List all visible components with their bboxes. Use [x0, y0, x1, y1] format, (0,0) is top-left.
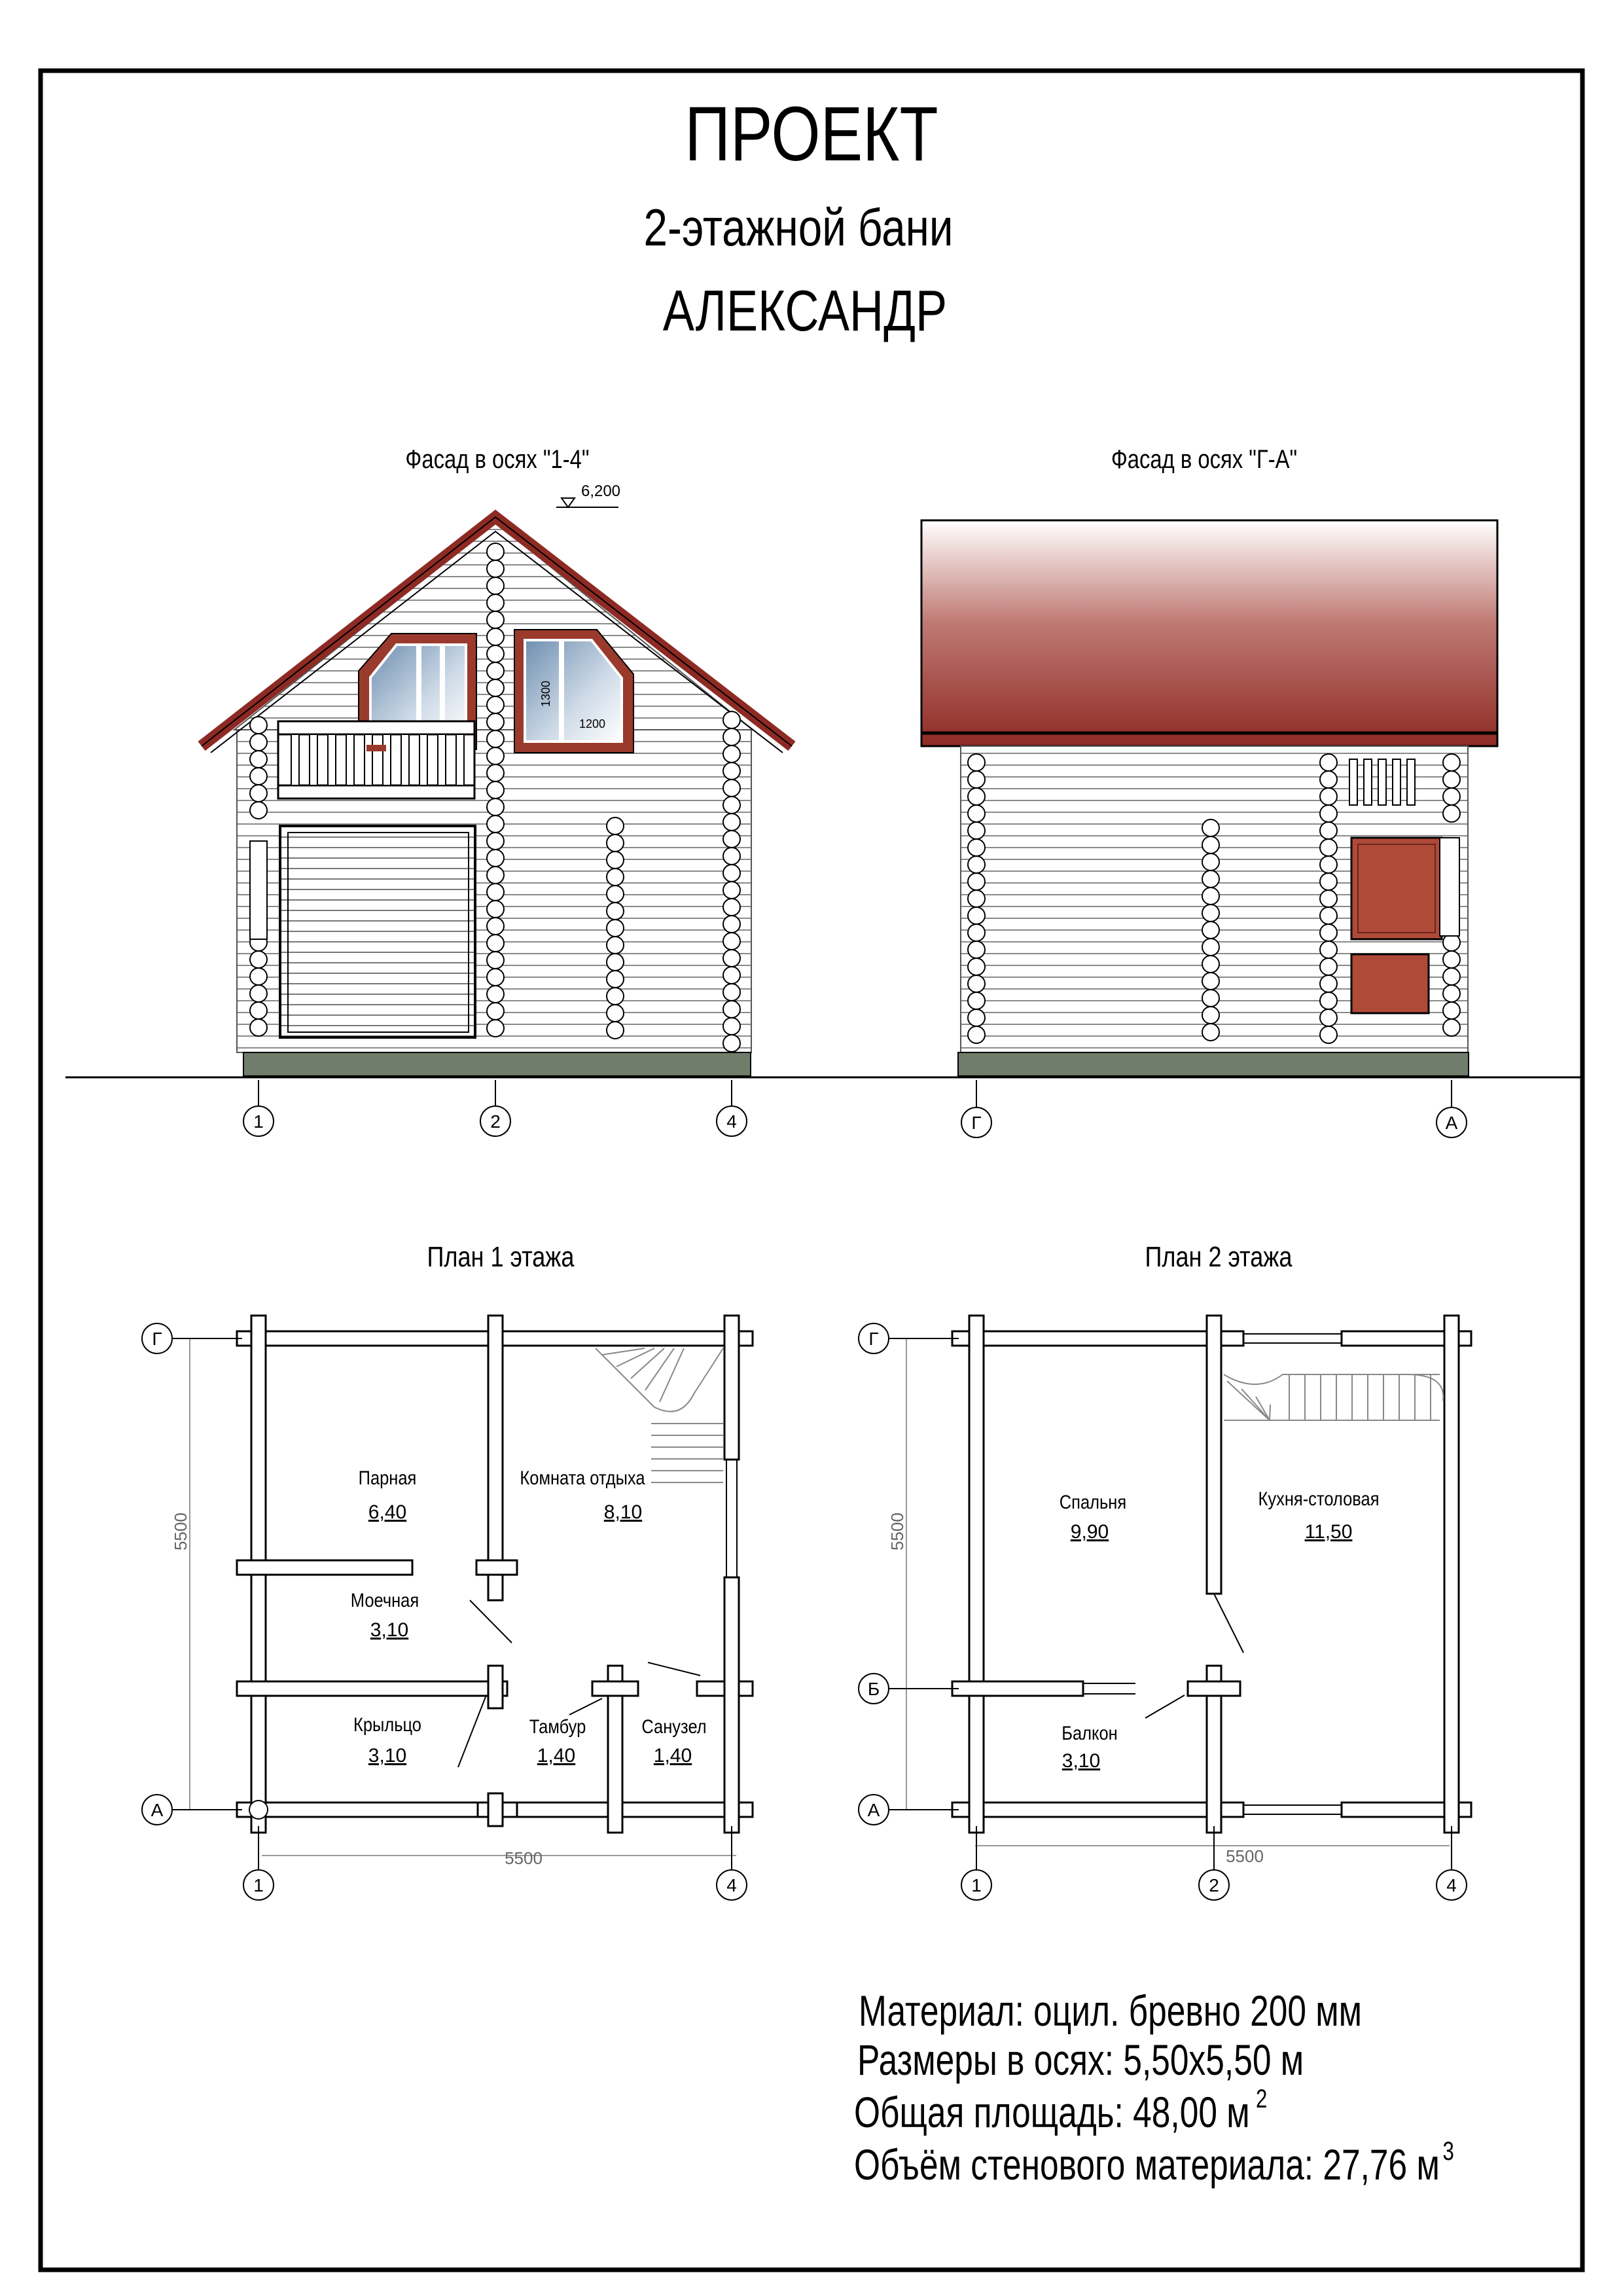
plan2-dim-horizontal: 5500	[1226, 1846, 1264, 1866]
log-end	[1202, 956, 1219, 973]
wall	[952, 1681, 1083, 1696]
svg-text:4: 4	[726, 1875, 737, 1895]
room-name: Санузел	[641, 1715, 707, 1738]
log-end	[487, 747, 504, 764]
log-end	[1320, 958, 1337, 975]
sheet-border	[41, 71, 1582, 2270]
log-end	[1202, 853, 1219, 870]
log-end	[607, 937, 624, 954]
log-end	[968, 992, 985, 1009]
wall	[1444, 1316, 1459, 1833]
log-end	[1443, 788, 1460, 805]
log-end	[968, 788, 985, 805]
wall	[237, 1560, 412, 1575]
log-end	[968, 839, 985, 856]
svg-text:Б: Б	[867, 1679, 880, 1699]
log-end	[723, 848, 740, 865]
wall	[237, 1681, 507, 1696]
svg-text:Г: Г	[152, 1329, 162, 1349]
axis-marker	[243, 1106, 274, 1136]
plan-floor-2	[887, 1241, 1471, 1866]
axis-marker	[717, 1106, 747, 1136]
log-end	[723, 1035, 740, 1052]
spec-volume: Объём стенового материала: 27,76 м $^3$	[854, 2136, 1454, 2189]
plan2-label: План 2 этажа	[1145, 1240, 1293, 1273]
axis-marker	[961, 1870, 991, 1900]
log-end	[968, 975, 985, 992]
room-name: Кухня-столовая	[1258, 1488, 1380, 1510]
log-end	[1320, 1009, 1337, 1026]
log-end	[1202, 973, 1219, 990]
facade-side-label: Фасад в осях "Г-А"	[1111, 444, 1298, 474]
log-end	[723, 882, 740, 899]
log-end	[1320, 805, 1337, 822]
log-end	[1202, 922, 1219, 939]
svg-text:2: 2	[1209, 1875, 1219, 1895]
log-end	[487, 952, 504, 969]
log-end	[487, 713, 504, 730]
log-end	[487, 1020, 504, 1037]
log-end	[1320, 907, 1337, 924]
log-end	[607, 834, 624, 852]
project-subtitle: 2-этажной бани	[643, 198, 954, 257]
baluster	[291, 734, 299, 785]
plan1-label: План 1 этажа	[427, 1240, 575, 1273]
log-end	[1443, 968, 1460, 985]
baluster	[328, 734, 336, 785]
log-end	[968, 924, 985, 941]
axis-marker	[717, 1870, 747, 1900]
log-end	[250, 751, 267, 768]
wall	[952, 1803, 1243, 1817]
log-end	[607, 1022, 624, 1039]
log-end	[487, 969, 504, 986]
log-end	[487, 867, 504, 884]
plan1-stairs	[596, 1348, 723, 1482]
baluster	[1378, 759, 1386, 805]
baluster	[1364, 759, 1372, 805]
room-name: Моечная	[350, 1589, 419, 1611]
log-end	[968, 941, 985, 958]
log-end	[250, 951, 267, 968]
log-end	[487, 935, 504, 952]
log-end	[723, 797, 740, 814]
log-end	[607, 1005, 624, 1022]
log-end	[723, 916, 740, 933]
wall	[724, 1577, 739, 1833]
log-end	[1320, 788, 1337, 805]
log-end	[1320, 924, 1337, 941]
log-end	[487, 560, 504, 577]
room-wash	[351, 1589, 419, 1641]
log-end	[723, 1018, 740, 1035]
facade-front-label: Фасад в осях "1-4"	[405, 444, 590, 474]
room-rest	[520, 1467, 645, 1523]
wall	[592, 1681, 638, 1696]
wall	[1188, 1681, 1240, 1696]
log-end	[250, 985, 267, 1002]
log-end	[1320, 890, 1337, 907]
log-end	[487, 816, 504, 833]
log-end	[607, 852, 624, 869]
window-height-label: 1300	[539, 680, 552, 708]
log-end	[968, 822, 985, 839]
log-end	[487, 850, 504, 867]
wall	[724, 1316, 739, 1460]
log-end	[1320, 754, 1337, 771]
log-end	[1320, 839, 1337, 856]
room-name: Комната отдыха	[520, 1467, 645, 1489]
log-end	[1202, 836, 1219, 853]
svg-text:1: 1	[253, 1875, 264, 1895]
log-end	[250, 1019, 267, 1036]
room-name: Парная	[358, 1467, 417, 1489]
log-end	[968, 856, 985, 873]
log-end	[250, 717, 267, 734]
facade-side	[921, 444, 1497, 1076]
log-end	[1443, 754, 1460, 771]
log-end	[723, 745, 740, 762]
log-end	[968, 771, 985, 788]
spec-dimensions: Размеры в осях: 5,50х5,50 м	[857, 2035, 1304, 2085]
log-end	[968, 754, 985, 771]
plan1-dim-vertical: 5500	[171, 1513, 190, 1551]
log-end	[723, 899, 740, 916]
baluster	[1407, 759, 1415, 805]
log-end	[1443, 951, 1460, 968]
log-end	[250, 785, 267, 802]
plan1-dim-horizontal: 5500	[505, 1848, 543, 1868]
log-end	[607, 971, 624, 988]
log-end	[250, 1002, 267, 1019]
log-end	[968, 805, 985, 822]
axis-marker	[859, 1674, 889, 1704]
svg-text:4: 4	[1446, 1875, 1457, 1895]
log-end	[1320, 856, 1337, 873]
axis-marker	[142, 1795, 172, 1825]
side-door-lower	[1351, 954, 1429, 1013]
log-end	[487, 901, 504, 918]
room-steam	[359, 1467, 417, 1523]
log-end	[607, 817, 624, 834]
log-end	[723, 814, 740, 831]
log-end	[487, 679, 504, 696]
room-area: 11,50	[1304, 1521, 1353, 1543]
wall	[969, 1316, 984, 1833]
log-end	[723, 1001, 740, 1018]
log-end	[968, 873, 985, 890]
log-end	[487, 833, 504, 850]
room-area: 6,40	[368, 1501, 407, 1523]
log-end	[1443, 985, 1460, 1002]
side-roof	[921, 520, 1497, 746]
log-end	[487, 884, 504, 901]
plan2-walls	[952, 1316, 1471, 1833]
room-name: Балкон	[1061, 1722, 1118, 1744]
room-name: Спальня	[1059, 1491, 1127, 1513]
front-foundation	[243, 1052, 751, 1076]
baluster	[1349, 759, 1357, 805]
project-name: АЛЕКСАНДР	[662, 279, 948, 344]
log-end	[607, 920, 624, 937]
log-end	[487, 781, 504, 798]
room-area: 9,90	[1070, 1521, 1109, 1543]
log-end	[1320, 873, 1337, 890]
log-end	[607, 903, 624, 920]
wall	[1207, 1316, 1221, 1594]
log-end	[487, 594, 504, 611]
log-end	[723, 762, 740, 780]
log-end	[1202, 905, 1219, 922]
log-end	[487, 764, 504, 781]
svg-text:Г: Г	[971, 1113, 982, 1133]
baluster	[401, 734, 409, 785]
room-bathroom	[641, 1715, 706, 1767]
log-end	[723, 831, 740, 848]
project-title: ПРОЕКТ	[685, 90, 938, 177]
room-area: 3,10	[368, 1745, 407, 1767]
log-end	[1443, 805, 1460, 822]
log-end	[1202, 1024, 1219, 1041]
baluster	[456, 734, 464, 785]
log-end	[487, 628, 504, 645]
baluster	[1393, 759, 1400, 805]
log-end	[968, 1026, 985, 1043]
spec-area-sup: 2	[1255, 2084, 1268, 2113]
spec-material: Материал: оцил. бревно 200 мм	[859, 1986, 1363, 2036]
axis-marker	[243, 1870, 274, 1900]
baluster	[419, 734, 427, 785]
baluster	[310, 734, 317, 785]
spec-area: Общая площадь: 48,00 м $^2$	[854, 2084, 1268, 2137]
side-door-upper	[1351, 838, 1442, 939]
svg-text:Г: Г	[868, 1329, 879, 1349]
log-end	[723, 984, 740, 1001]
log-end	[487, 986, 504, 1003]
log-end	[1443, 1019, 1460, 1036]
plan2-stairs	[1224, 1374, 1443, 1420]
height-mark	[556, 482, 620, 507]
log-end	[487, 1003, 504, 1020]
wall	[488, 1793, 503, 1826]
log-end	[1202, 1007, 1219, 1024]
log-end	[250, 802, 267, 819]
room-porch	[353, 1713, 421, 1767]
svg-text:4: 4	[726, 1111, 737, 1132]
window-width-label: 1200	[579, 717, 606, 730]
room-kitchen	[1258, 1488, 1379, 1543]
log-end	[1320, 975, 1337, 992]
front-door	[280, 826, 475, 1037]
log-end	[487, 918, 504, 935]
log-end	[1320, 1026, 1337, 1043]
log-end	[723, 780, 740, 797]
log-end	[723, 711, 740, 728]
log-end	[1202, 888, 1219, 905]
side-foundation	[958, 1052, 1469, 1076]
log-end	[487, 662, 504, 679]
log-end	[487, 696, 504, 713]
baluster	[438, 734, 446, 785]
log-end	[487, 611, 504, 628]
room-area: 3,10	[370, 1619, 409, 1641]
axis-marker	[859, 1323, 889, 1354]
log-end	[1320, 992, 1337, 1009]
svg-text:1: 1	[971, 1875, 982, 1895]
log-end	[723, 933, 740, 950]
log-end	[250, 734, 267, 751]
log-end	[607, 988, 624, 1005]
log-end	[487, 645, 504, 662]
wall	[488, 1316, 503, 1600]
plan-floor-1	[171, 1241, 753, 1868]
room-name: Тамбур	[529, 1715, 586, 1738]
log-end	[487, 730, 504, 747]
svg-text:А: А	[867, 1800, 880, 1820]
log-end	[968, 958, 985, 975]
log-end	[1202, 939, 1219, 956]
log-end	[1202, 990, 1219, 1007]
log-end	[968, 890, 985, 907]
wall	[488, 1666, 503, 1708]
wall	[476, 1560, 517, 1575]
axis-marker	[1436, 1107, 1467, 1138]
room-name: Крыльцо	[353, 1713, 421, 1736]
log-end	[1202, 819, 1219, 836]
svg-text:А: А	[151, 1800, 164, 1820]
room-balcony	[1061, 1722, 1117, 1772]
room-area: 3,10	[1061, 1750, 1101, 1772]
axis-marker	[859, 1795, 889, 1825]
balcony-railing	[278, 721, 474, 798]
log-end	[607, 869, 624, 886]
height-mark-value: 6,200	[580, 482, 621, 500]
room-bedroom	[1060, 1491, 1126, 1543]
room-area: 1,40	[537, 1745, 576, 1767]
log-end	[968, 907, 985, 924]
room-vestibule	[529, 1715, 586, 1767]
log-end	[723, 865, 740, 882]
baluster	[383, 734, 391, 785]
log-end	[1202, 870, 1219, 888]
log-end	[487, 577, 504, 594]
axis-marker	[480, 1106, 510, 1136]
log-end	[607, 886, 624, 903]
svg-text:2: 2	[490, 1111, 501, 1132]
facade-axis-markers	[243, 1080, 1467, 1138]
log-end	[1443, 1002, 1460, 1019]
axis-marker	[961, 1107, 991, 1138]
log-end	[487, 798, 504, 816]
svg-text:А: А	[1445, 1113, 1458, 1133]
log-end	[1443, 771, 1460, 788]
baluster	[365, 734, 372, 785]
wall	[952, 1331, 1243, 1346]
facade-front	[202, 444, 792, 1076]
log-end	[723, 950, 740, 967]
room-area: 1,40	[653, 1745, 692, 1767]
room-area: 8,10	[603, 1501, 643, 1523]
log-end	[487, 543, 504, 560]
axis-marker	[142, 1323, 172, 1354]
axis-marker	[1436, 1870, 1467, 1900]
log-end	[1320, 941, 1337, 958]
log-end	[607, 954, 624, 971]
log-end	[1320, 771, 1337, 788]
log-end	[1320, 822, 1337, 839]
spec-volume-sup: 3	[1442, 2136, 1454, 2166]
plan2-dim-vertical: 5500	[887, 1513, 907, 1551]
log-end	[723, 728, 740, 745]
log-end	[250, 968, 267, 985]
svg-text:1: 1	[253, 1111, 264, 1132]
axis-marker	[1199, 1870, 1229, 1900]
baluster	[346, 734, 354, 785]
log-end	[250, 768, 267, 785]
specifications	[854, 1986, 1454, 2189]
log-end	[723, 967, 740, 984]
log-end	[968, 1009, 985, 1026]
